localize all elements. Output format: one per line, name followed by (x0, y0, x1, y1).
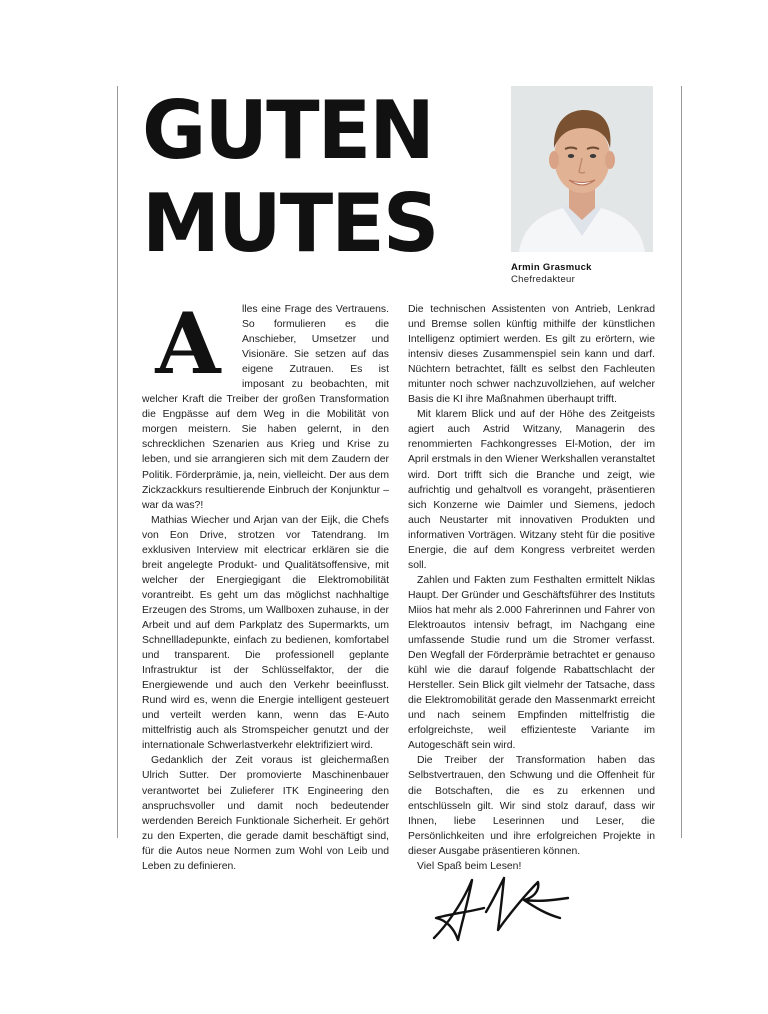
left-column-rule (117, 86, 118, 838)
author-portrait-icon (511, 86, 653, 252)
author-name: Armin Grasmuck (511, 262, 592, 273)
article-paragraph: Die Treiber der Transformation haben das Selbstvertrauen, den Schwung und die Offenheit für die Botschaften, die es zu erkennen und entschlüsseln gilt. Wir sind stolz darauf, dass wir Ihnen, liebe Leserinnen und Leser, die Persönlichkeiten und ihre erfolgreichen Projekte in dieser Ausgabe präsentieren können. (408, 755, 655, 857)
article-paragraph: Gedanklich der Zeit voraus ist gleichermaßen Ulrich Sutter. Der promovierte Maschinenbauer verantwortet bei Zulieferer ITK Engineering den anspruchsvoller und damit noch bedeutender werdenden Bereich Funktionale Sicherheit. Er gehört zu den Experten, die gerade damit beschäftigt sind, für die Autos neue Normen zum Wohl von Leib und Leben zu definieren. (142, 755, 389, 872)
headline-line-1: GUTEN (142, 84, 433, 177)
handwritten-signature-icon (428, 868, 578, 948)
article-right-column (408, 302, 655, 874)
right-column-rule (681, 86, 682, 838)
drop-cap: A (155, 294, 221, 393)
headline-line-2: MUTES (142, 177, 438, 270)
headline (142, 84, 437, 270)
author-role: Chefredakteur (511, 274, 576, 285)
closing-line: Viel Spaß beim Lesen! (417, 860, 522, 872)
article-paragraph: Mit klarem Blick und auf der Höhe des Zeitgeists agiert auch Astrid Witzany, Managerin des renommierten Fachkongresses El-Motion, der im April erstmals in den Wiener Werkshallen veranstaltet wird. Dort trifft sich die Branche und zeigt, wie aufrichtig und gehaltvoll es vorangeht, präsentieren sich Konzerne wie Daimler und Siemens, jedoch auch Neustarter mit innovativen Produkten und informativen Vorträgen. Witzany steht für die positive Energie, die auf dem Kongress verbreitet werden soll. (408, 409, 655, 571)
article-paragraph: lles eine Frage des Vertrauens. So formulieren es die Anschieber, Umsetzer und Visionäre. Sie setzen auf das eigene Zutrauen. Es ist imposant zu beobachten, mit welcher Kraft die Treiber der großen Transformation die Engpässe auf dem Weg in die Mobilität von morgen meistern. Sie haben gelernt, in den schrecklichen Szenarien aus Krieg und Krise zu leben, und sie arrangieren sich mit dem Zaudern der Politik. Förderprämie, ja, nein, vielleicht. Der aus dem Zickzackkurs resultierende Einbruch der Konjunktur – war da was?! (142, 304, 389, 511)
article-paragraph: Mathias Wiecher und Arjan van der Eijk, die Chefs von Eon Drive, strotzen vor Tatendrang. Im exklusiven Interview mit electricar erklären sie die breit angelegte Produkt- und Qualitätsoffensive, mit welcher der Energiegigant die Elektromobilität vorantreibt. Es geht um das möglichst nachhaltige Erzeugen des Stroms, um Wallboxen zuhause, in der Arbeit und auf dem Parkplatz des Supermarkts, um Schnellladepunkte, einfach zu bedienen, komfortabel und transparent. Die professionell geplante Infrastruktur ist der Schlüsselfaktor, der die Energiewende und auch den Verkehr beeinflusst. Rund wird es, wenn die Energie intelligent gesteuert und verteilt werden kann, wenn das E-Auto mittelfristig auch als Stromspeicher genutzt und der internationale Schwerlastverkehr elektrifiziert wird. (142, 514, 389, 752)
article-paragraph: Zahlen und Fakten zum Festhalten ermittelt Niklas Haupt. Der Gründer und Geschäftsführer des Instituts Miios hat mehr als 2.000 Fahrerinnen und Fahrer von Elektroautos intensiv befragt, im Nachgang eine umfassende Studie rund um die Stromer verfasst. Den Wegfall der Förderprämie betrachtet er genauso kühl wie die darauf folgende Rabattschlacht der Hersteller. Sein Blick gilt vielmehr der Tatsache, dass die Elektromobilität gerade den Massenmarkt erreicht und nach seinem Empfinden mittelfristig die erfolgreichste, weil effizienteste Variante im Autogeschäft sein wird. (408, 574, 655, 752)
article-left-column (142, 294, 389, 874)
article-paragraph: Die technischen Assistenten von Antrieb, Lenkrad und Bremse sollen künftig mithilfe der künstlichen Intelligenz optimiert werden. Es gilt zu erörtern, wie intensiv dieses Zusammenspiel sein kann und darf. Nüchtern betrachtet, fällt es selbst den Fachleuten mitunter noch schwer nachzuvollziehen, auf welcher Basis die KI ihre Maßnahmen überhaupt trifft. (408, 304, 655, 406)
